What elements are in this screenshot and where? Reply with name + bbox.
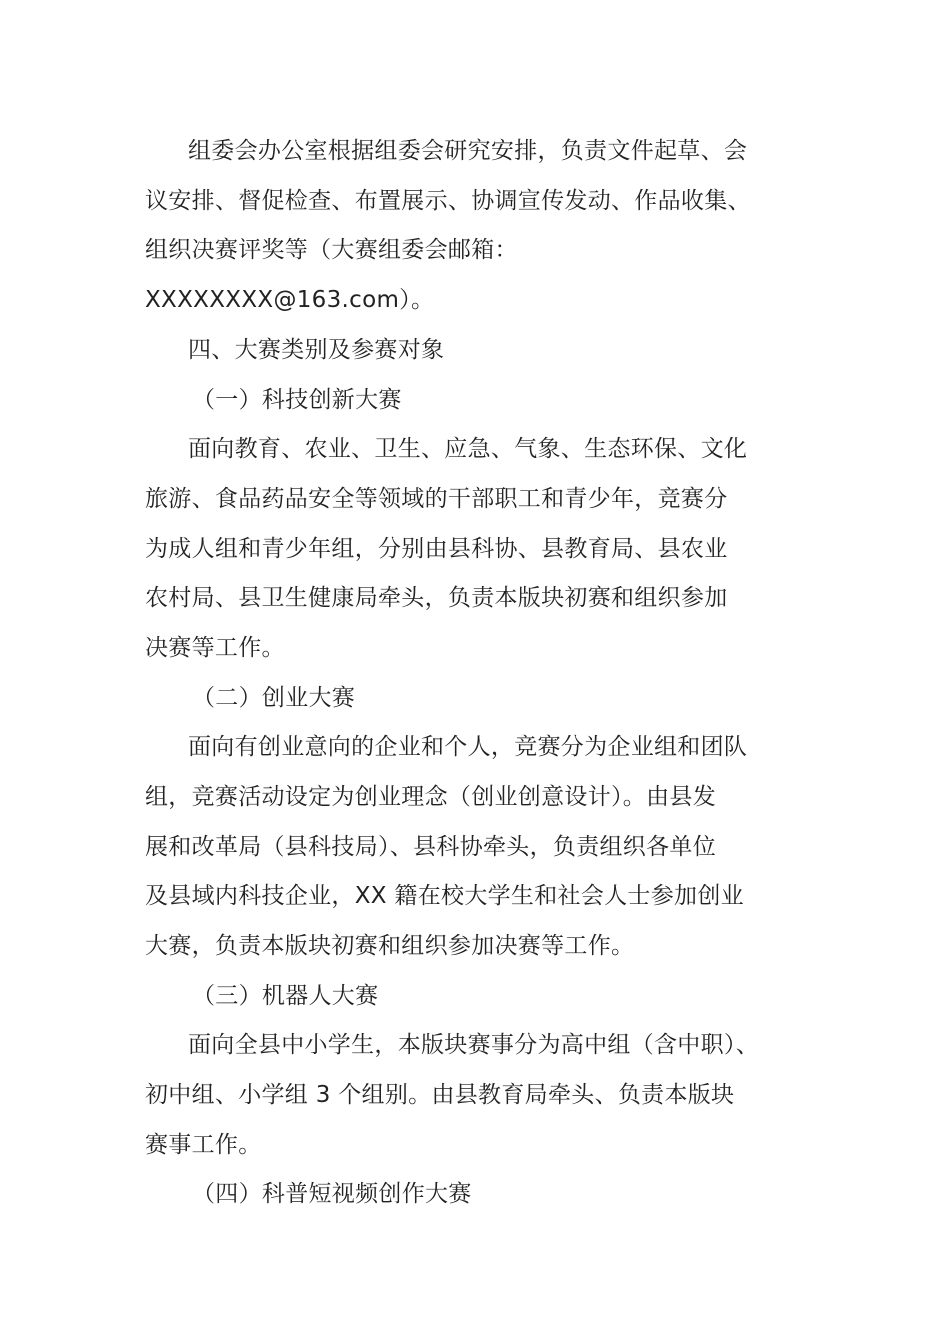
paragraph-line: 赛事工作。 — [145, 1132, 262, 1158]
subsection-heading: （三）机器人大赛 — [192, 983, 379, 1009]
paragraph-line: 决赛等工作。 — [145, 635, 285, 661]
paragraph-line: 面向全县中小学生，本版块赛事分为高中组（含中职）、 — [188, 1032, 759, 1058]
paragraph-line: 组，竞赛活动设定为创业理念（创业创意设计）。由县发 — [145, 784, 716, 810]
subsection-heading: （一）科技创新大赛 — [192, 387, 402, 413]
subsection-heading: （二）创业大赛 — [192, 685, 356, 711]
paragraph-line: 面向教育、农业、卫生、应急、气象、生态环保、文化 — [188, 436, 748, 462]
paragraph-line: 农村局、县卫生健康局牵头，负责本版块初赛和组织参加 — [145, 585, 728, 611]
paragraph-line: 组织决赛评奖等（大赛组委会邮箱： — [145, 237, 518, 263]
section-heading: 四、大赛类别及参赛对象 — [188, 337, 445, 363]
paragraph-line: 展和改革局（县科技局）、县科协牵头，负责组织各单位 — [145, 834, 716, 860]
paragraph-line: 大赛，负责本版块初赛和组织参加决赛等工作。 — [145, 933, 635, 959]
paragraph-line: 议安排、督促检查、布置展示、协调宣传发动、作品收集、 — [145, 188, 751, 214]
paragraph-line: 面向有创业意向的企业和个人，竞赛分为企业组和团队 — [188, 734, 748, 760]
email-line: XXXXXXXX@163.com）。 — [145, 287, 435, 313]
paragraph-line: 及县域内科技企业，XX 籍在校大学生和社会人士参加创业 — [145, 883, 744, 909]
subsection-heading: （四）科普短视频创作大赛 — [192, 1181, 472, 1207]
paragraph-line: 旅游、食品药品安全等领域的干部职工和青少年，竞赛分 — [145, 486, 728, 512]
paragraph-line: 为成人组和青少年组，分别由县科协、县教育局、县农业 — [145, 536, 728, 562]
paragraph-line: 组委会办公室根据组委会研究安排，负责文件起草、会 — [188, 138, 748, 164]
paragraph-line: 初中组、小学组 3 个组别。由县教育局牵头、负责本版块 — [145, 1082, 735, 1108]
